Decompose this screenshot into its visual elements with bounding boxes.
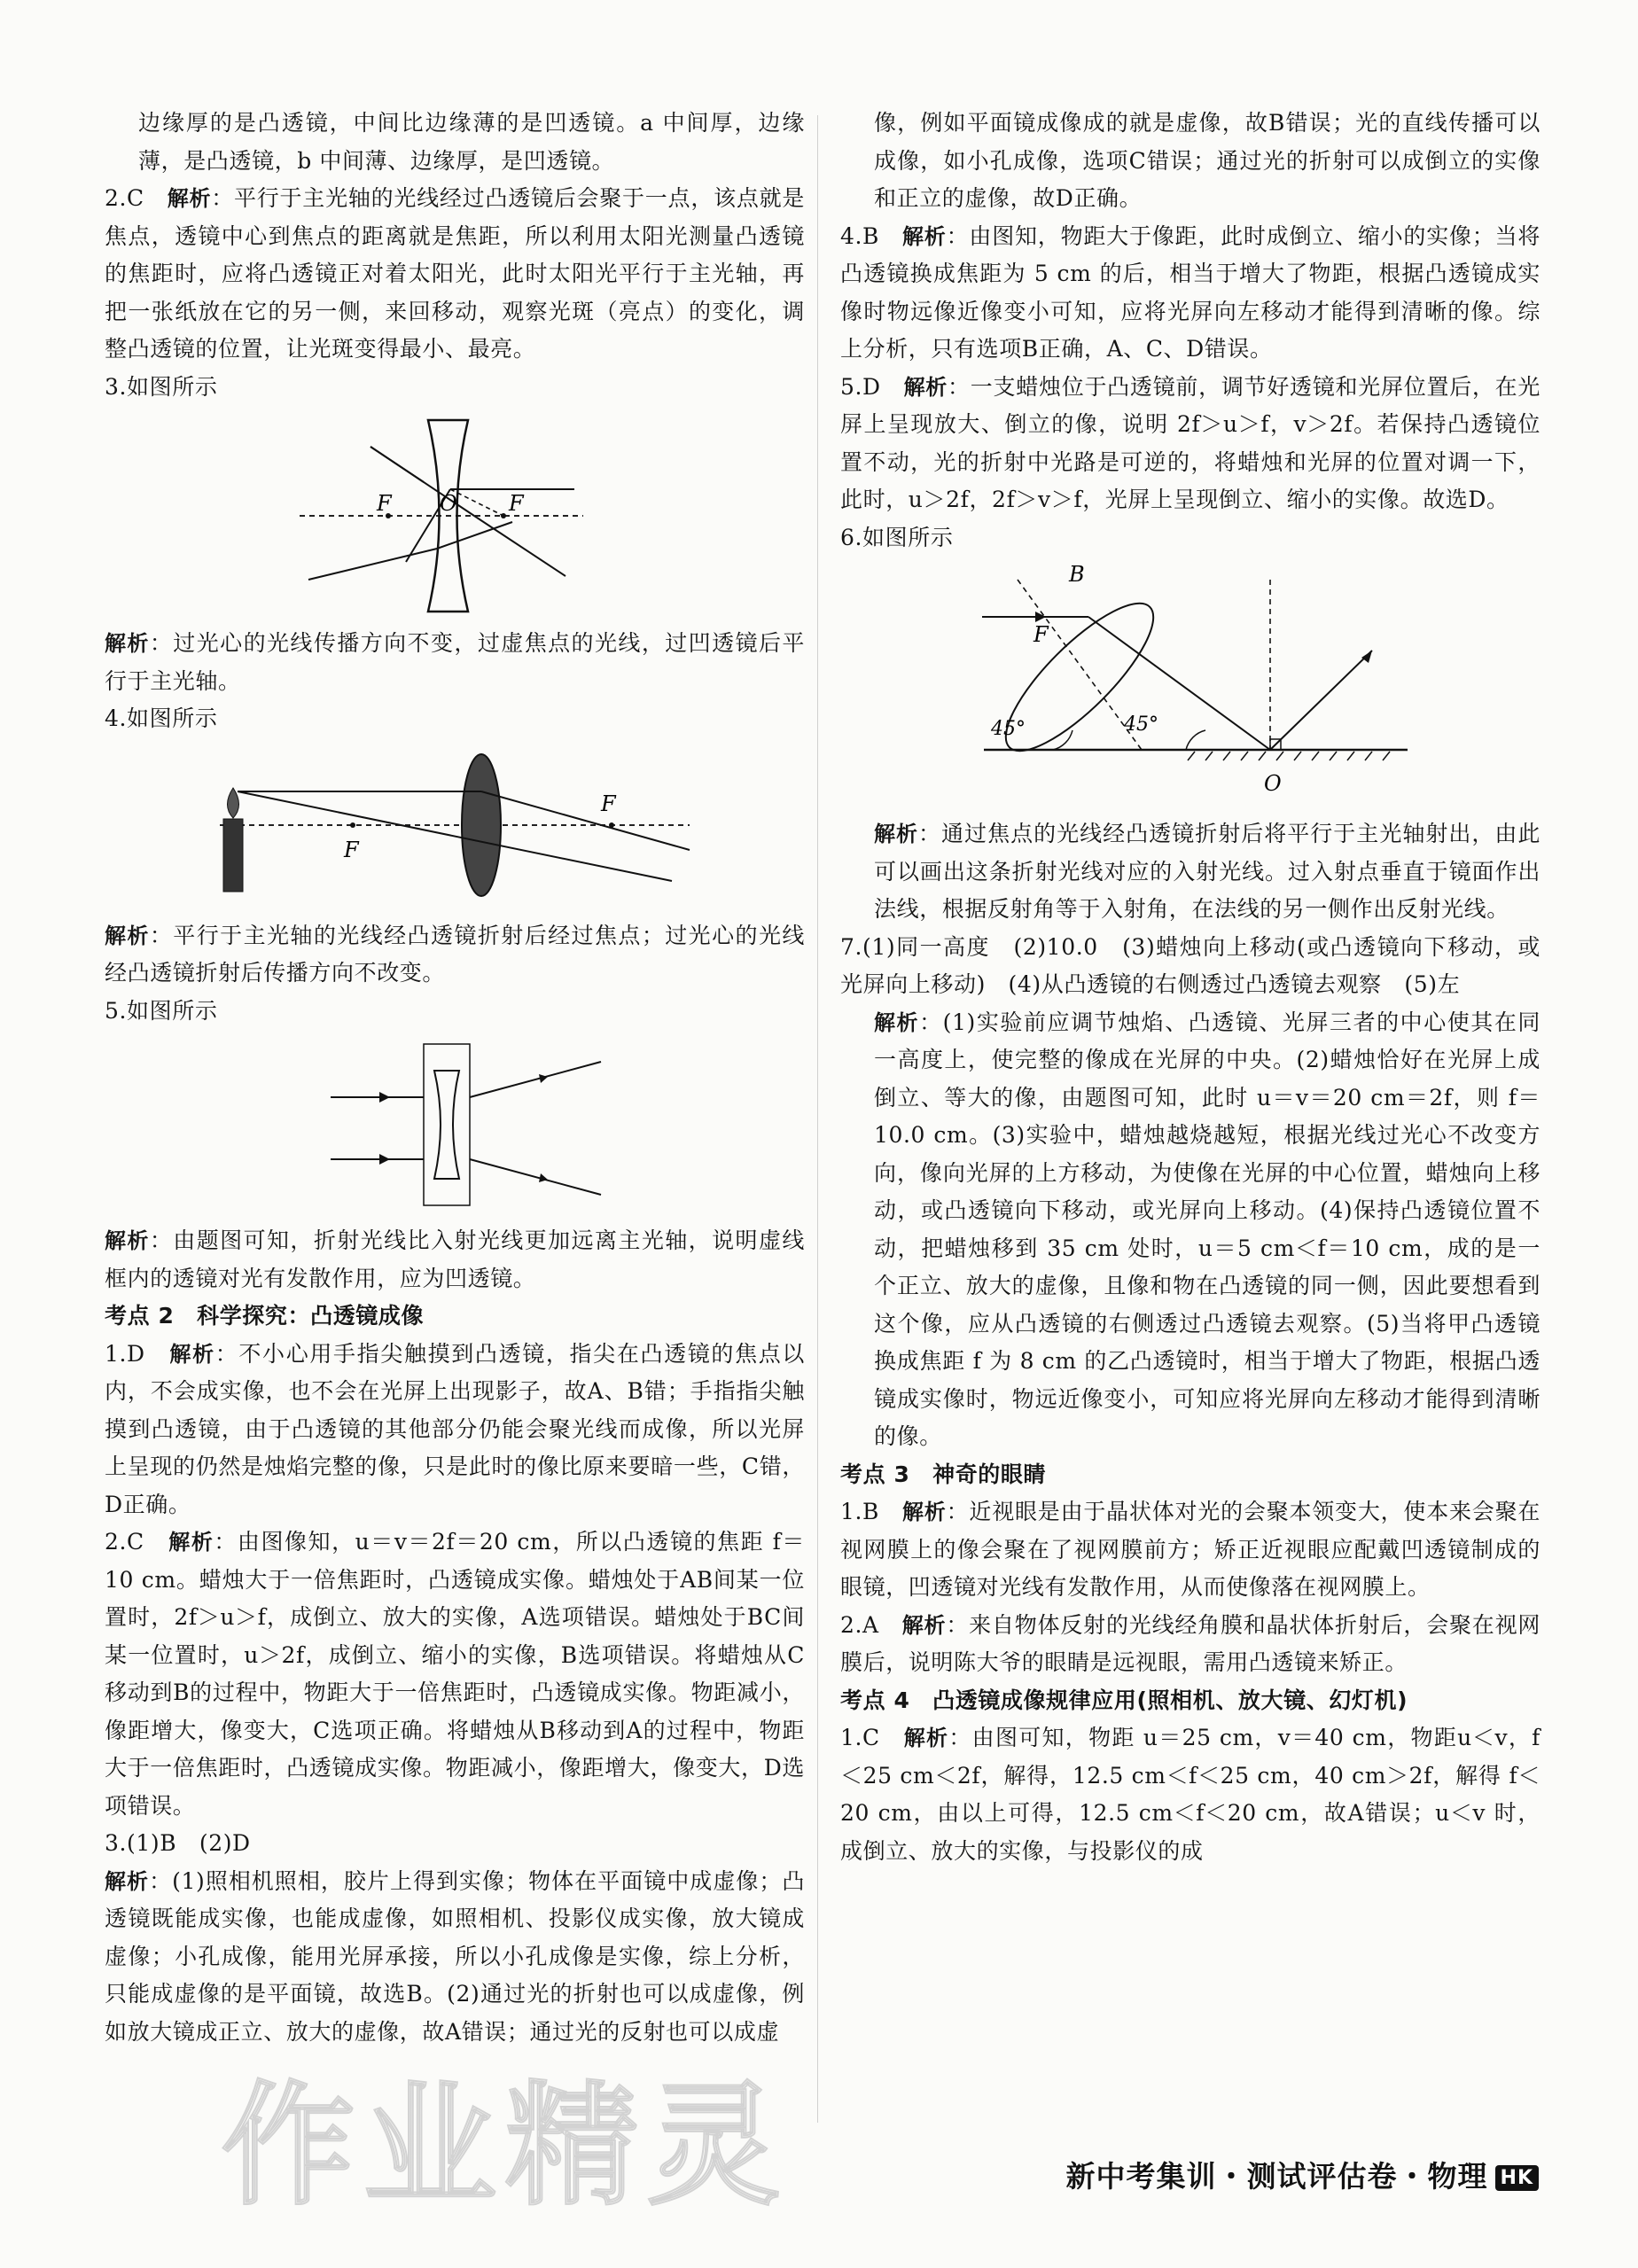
q4-analysis — [105, 917, 805, 993]
s4q1 — [840, 1719, 1540, 1870]
q5-label: 解析 — [105, 1228, 150, 1253]
convex-lens-candle-diagram — [105, 744, 805, 912]
s2q3-label: 解析 — [105, 1868, 150, 1894]
q3-text: ：过光心的光线传播方向不变，过虚焦点的光线，过凹透镜后平行于主光轴。 — [105, 630, 805, 694]
s2q1-number: 1.D — [105, 1340, 145, 1367]
q5b-label: 解析 — [903, 374, 948, 400]
q3-head: 3.如图所示 — [105, 373, 218, 400]
q2-number: 2.C — [105, 185, 144, 211]
s2q1-label: 解析 — [169, 1341, 215, 1367]
q7-label: 解析 — [874, 1009, 920, 1035]
s2q2-label: 解析 — [168, 1530, 214, 1555]
s2q2 — [105, 1524, 805, 1825]
q6-label: 解析 — [874, 822, 919, 846]
f3-label-f-left: F — [377, 491, 392, 516]
q5-head: 5.如图所示 — [105, 997, 218, 1024]
box-lens-diagram — [105, 1035, 805, 1217]
q7-analysis — [840, 1004, 1540, 1456]
left-column — [105, 105, 805, 2051]
q4-figure — [105, 744, 805, 912]
f6-angle-2: 45° — [1124, 713, 1158, 736]
footer-brand — [1066, 2154, 1539, 2195]
q6-analysis — [840, 815, 1540, 929]
s3q2 — [840, 1607, 1540, 1682]
s2q3 — [105, 1863, 805, 2052]
footer-title: 新中考集训・测试评估卷・物理 — [1065, 2159, 1488, 2194]
s3q2-text: ：来自物体反射的光线经角膜和晶状体折射后，会聚在视网膜后，说明陈大爷的眼睛是远视眼，需用凸透镜来矫正。 — [840, 1611, 1540, 1675]
s2q3-head: 3.(1)B (2)D — [105, 1830, 251, 1856]
q4b-text: ：由图知，物距大于像距，此时成倒立、缩小的实像；当将凸透镜换成焦距为 5 cm 的后，相当于增大了物距，根据凸透镜成实像时物远像近像变小可知，应将光屏向左移动才能得到清晰的像。综上分析，只有选项B正确，A、C、D错误。 — [840, 222, 1540, 362]
q4-text: ：平行于主光轴的光线经凸透镜折射后经过焦点；过光心的光线经凸透镜折射后传播方向不改变。 — [105, 922, 805, 986]
page-footer — [0, 2145, 1638, 2198]
right-column — [840, 105, 1540, 1870]
q4b-label: 解析 — [902, 223, 947, 249]
s4q1-label: 解析 — [903, 1726, 949, 1750]
f6-label-o: O — [1264, 771, 1282, 796]
f4-label-f-top: F — [601, 791, 616, 816]
q4-head: 4.如图所示 — [105, 705, 218, 731]
q3-analysis — [105, 625, 805, 700]
watermark-logo: 作业精灵 — [222, 2069, 790, 2224]
footer-badge: HK — [1495, 2165, 1539, 2191]
q5b — [840, 369, 1540, 519]
q5-analysis — [105, 1222, 805, 1298]
q6-figure — [840, 562, 1540, 810]
q2-text: ：平行于主光轴的光线经过凸透镜后会聚于一点，该点就是焦点，透镜中心到焦点的距离就是焦距，所以利用太阳光测量凸透镜的焦距时，应将凸透镜正对着太阳光，此时太阳光平行于主光轴，再把一张纸放在它的另一侧，来回移动，观察光斑（亮点）的变化，调整凸透镜的位置，让光斑变得最小、最亮。 — [105, 185, 805, 362]
q2-label: 解析 — [167, 186, 212, 211]
s4q1-text: ：由图可知，物距 u＝25 cm，v＝40 cm，物距u＜v，f＜25 cm＜2f，解得，12.5 cm＜f＜25 cm，40 cm＞2f，解得 f＜20 cm，由以上可得，12.5 cm＜f＜20 cm，故A错误；u＜v 时，成倒立、放大的实像，与投影仪的成 — [840, 1725, 1540, 1864]
q3-figure — [105, 411, 805, 620]
s2q2-number: 2.C — [105, 1529, 144, 1555]
q5b-text: ：一支蜡烛位于凸透镜前，调节好透镜和光屏位置后，在光屏上呈现放大、倒立的像，说明 2f＞u＞f，v＞2f。若保持凸透镜位置不动，光的折射中光路是可逆的，将蜡烛和光屏的位置对调一下，此时，u＞2f，2f＞v＞f，光屏上呈现倒立、缩小的实像。故选D。 — [840, 373, 1540, 512]
f3-label-f-right: F — [509, 491, 524, 516]
s3q1-text: ：近视眼是由于晶状体对光的会聚本领变大，使本来会聚在视网膜上的像会聚在了视网膜前方；矫正近视眼应配戴凹透镜制成的眼镜，凹透镜对光线有发散作用，从而使像落在视网膜上。 — [840, 1499, 1540, 1600]
q3-label: 解析 — [105, 631, 150, 656]
right-intro: 像，例如平面镜成像成的就是虚像，故B错误；光的直线传播可以成像，如小孔成像，选项C错误；通过光的折射可以成倒立的实像和正立的虚像，故D正确。 — [874, 110, 1540, 211]
s3q1-label: 解析 — [902, 1500, 947, 1524]
s2q3-text: ：(1)照相机照相，胶片上得到实像；物体在平面镜中成虚像；凸透镜既能成实像，也能成虚像，如照相机、投影仪成实像，放大镜成虚像；小孔成像，能用光屏承接，所以小孔成像是实像，综上分析，只能成虚像的是平面镜，故选B。(2)通过光的折射也可以成虚像，例如放大镜成正立、放大的虚像，故A错误；通过光的反射也可以成虚 — [105, 1867, 805, 2045]
section-4-title: 考点 4 凸透镜成像规律应用(照相机、放大镜、幻灯机) — [840, 1687, 1408, 1713]
s3q1-number: 1.B — [840, 1499, 880, 1524]
left-intro: 边缘厚的是凸透镜，中间比边缘薄的是凹透镜。a 中间厚，边缘薄，是凸透镜，b 中间薄、边缘厚，是凹透镜。 — [138, 110, 805, 174]
s3q1 — [840, 1493, 1540, 1607]
q4b-number: 4.B — [840, 222, 880, 249]
q2-answer — [105, 180, 805, 369]
s2q1-text: ：不小心用手指尖触摸到凸透镜，指尖在凸透镜的焦点以内，不会成实像，也不会在光屏上出现影子，故A、B错；手指指尖触摸到凸透镜，由于凸透镜的其他部分仍能会聚光线而成像，所以光屏上呈现的仍然是烛焰完整的像，只是此时的像比原来要暗一些，C错，D正确。 — [105, 1340, 805, 1517]
s2q1 — [105, 1336, 805, 1524]
concave-lens-diagram — [105, 411, 805, 620]
q4-label: 解析 — [105, 923, 150, 948]
q5b-number: 5.D — [840, 373, 881, 400]
q5-figure — [105, 1035, 805, 1217]
q5-text: ：由题图可知，折射光线比入射光线更加远离主光轴，说明虚线框内的透镜对光有发散作用，应为凹透镜。 — [105, 1228, 805, 1291]
f3-label-o: O — [440, 491, 457, 516]
s3q2-number: 2.A — [840, 1611, 879, 1638]
column-divider — [817, 115, 818, 2123]
q7-head: 7.(1)同一高度 (2)10.0 (3)蜡烛向上移动(或凸透镜向下移动，或光屏向上移动) (4)从凸透镜的右侧透过凸透镜去观察 (5)左 — [840, 933, 1540, 997]
q4b — [840, 218, 1540, 369]
f4-label-f-bottom: F — [344, 837, 359, 862]
section-2-title: 考点 2 科学探究：凸透镜成像 — [105, 1303, 425, 1329]
s3q2-label: 解析 — [901, 1612, 947, 1638]
lens-mirror-diagram — [840, 562, 1540, 810]
q6-head: 6.如图所示 — [840, 524, 954, 550]
s2q2-text: ：由图像知，u＝v＝2f＝20 cm，所以凸透镜的焦距 f＝10 cm。蜡烛大于一倍焦距时，凸透镜成实像。蜡烛处于AB间某一位置时，2f＞u＞f，成倒立、放大的实像，A选项错误。蜡烛处于BC间某一位置时，u＞2f，成倒立、缩小的实像，B选项错误。将蜡烛从C移动到B的过程中，物距大于一倍焦距时，凸透镜成实像。物距减小，像距增大，像变大，C选项正确。将蜡烛从B移动到A的过程中，物距大于一倍焦距时，凸透镜成实像。物距减小，像距增大，像变大，D选项错误。 — [105, 1529, 805, 1819]
q6-text: ：通过焦点的光线经凸透镜折射后将平行于主光轴射出，由此可以画出这条折射光线对应的入射光线。过入射点垂直于镜面作出法线，根据反射角等于入射角，在法线的另一侧作出反射光线。 — [874, 821, 1540, 922]
q7-text: ：(1)实验前应调节烛焰、凸透镜、光屏三者的中心使其在同一高度上，使完整的像成在光屏的中央。(2)蜡烛恰好在光屏上成倒立、等大的像，由题图可知，此时 u＝v＝20 cm＝2f，则 f＝10.0 cm。(3)实验中，蜡烛越烧越短，根据光线过光心不改变方向，像向光屏的上方移动，为使像在光屏的中心位置，蜡烛向上移动，或凸透镜向下移动，或光屏向上移动。(4)保持凸透镜位置不动，把蜡烛移到 35 cm 处时，u＝5 cm＜f＝10 cm，成的是一个正立、放大的虚像，且像和物在凸透镜的同一侧，因此要想看到这个像，应从凸透镜的右侧透过凸透镜去观察。(5)当将甲凸透镜换成焦距 f 为 8 cm 的乙凸透镜时，相当于增大了物距，根据凸透镜成实像时，物远近像变小，可知应将光屏向左移动才能得到清晰的像。 — [874, 1009, 1541, 1449]
s4q1-number: 1.C — [840, 1725, 880, 1750]
f6-label-f: F — [1034, 622, 1049, 647]
f6-label-b: B — [1069, 562, 1085, 587]
f6-angle-1: 45° — [991, 718, 1026, 740]
section-3-title: 考点 3 神奇的眼睛 — [840, 1461, 1047, 1487]
